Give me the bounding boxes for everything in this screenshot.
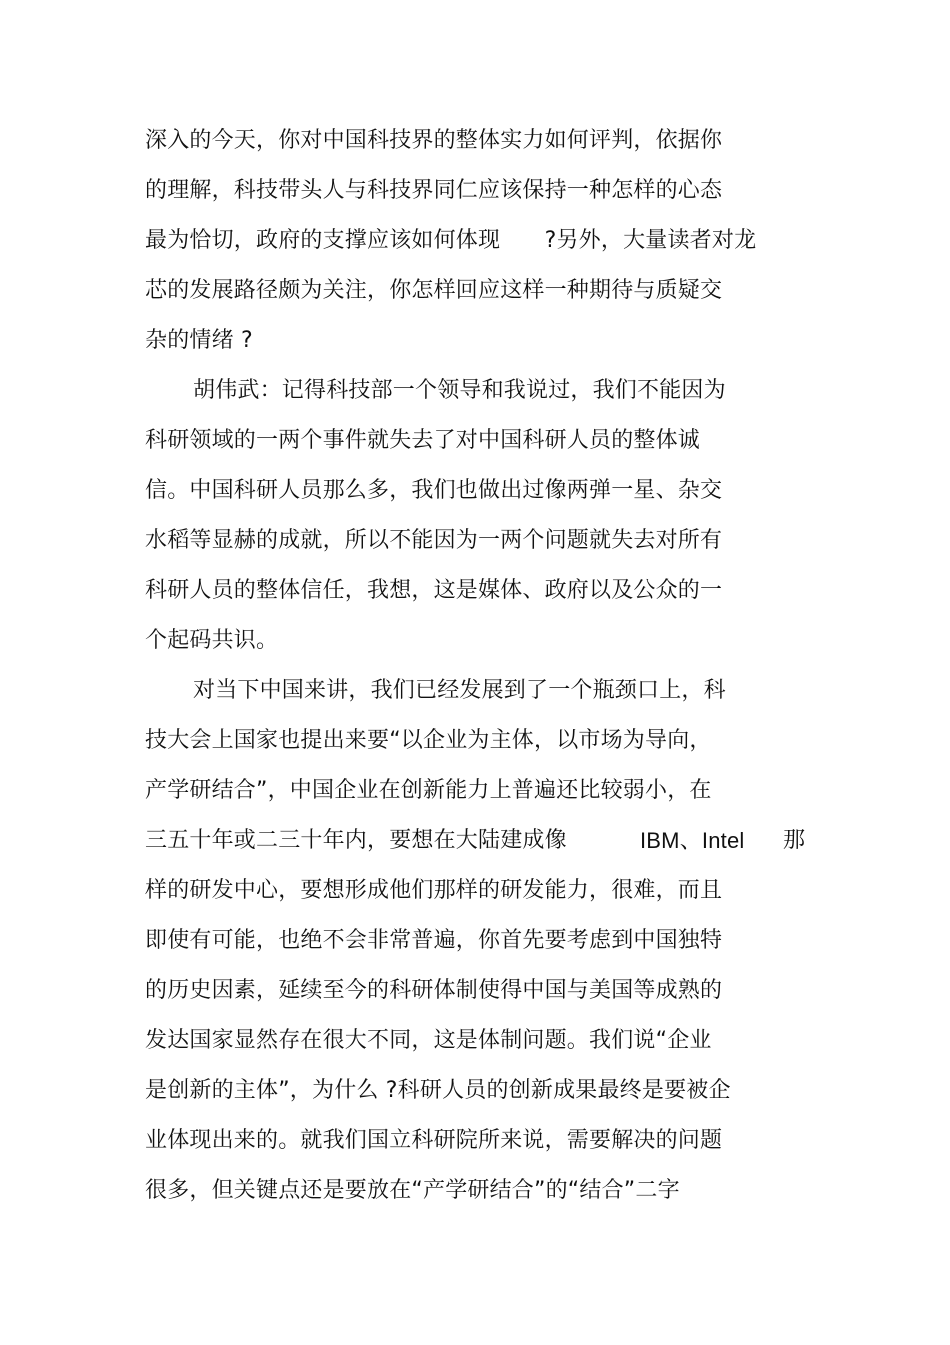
- text-line-20: 是创新的主体”，为什么 ?科研人员的创新成果最终是要被企: [145, 1078, 731, 1103]
- text-line-5: 杂的情绪 ?: [145, 328, 253, 353]
- company-names: IBM、Intel: [640, 828, 745, 853]
- text-line-10: 科研人员的整体信任，我想，这是媒体、政府以及公众的一: [145, 578, 723, 603]
- text-line-4: 芯的发展路径颇为关注，你怎样回应这样一种期待与质疑交: [145, 278, 723, 303]
- text-line-15-end: 那: [783, 828, 806, 853]
- text-line-22: 很多，但关键点还是要放在“产学研结合”的“结合”二字: [145, 1178, 680, 1203]
- text-line-18: 的历史因素，延续至今的科研体制使得中国与美国等成熟的: [145, 978, 723, 1003]
- text-line-14: 产学研结合”，中国企业在创新能力上普遍还比较弱小，在: [145, 778, 712, 803]
- text-line-19: 发达国家显然存在很大不同，这是体制问题。我们说“企业: [145, 1028, 712, 1053]
- text-line-11: 个起码共识。: [145, 628, 279, 653]
- text-line-13: 技大会上国家也提出来要“以企业为主体，以市场为导向，: [145, 728, 712, 753]
- text-line-3: 最为恰切，政府的支撑应该如何体现 ?另外，大量读者对龙: [145, 228, 757, 253]
- text-line-16: 样的研发中心，要想形成他们那样的研发能力，很难，而且: [145, 878, 723, 903]
- text-line-7: 科研领域的一两个事件就失去了对中国科研人员的整体诚: [145, 428, 701, 453]
- text-line-15: 三五十年或二三十年内，要想在大陆建成像: [145, 828, 567, 853]
- text-line-2: 的理解，科技带头人与科技界同仁应该保持一种怎样的心态: [145, 178, 723, 203]
- text-line-8: 信。中国科研人员那么多，我们也做出过像两弹一星、杂交: [145, 478, 723, 503]
- text-line-9: 水稻等显赫的成就，所以不能因为一两个问题就失去对所有: [145, 528, 723, 553]
- text-line-21: 业体现出来的。就我们国立科研院所来说，需要解决的问题: [145, 1128, 723, 1153]
- paragraph-start-2: 对当下中国来讲，我们已经发展到了一个瓶颈口上，科: [193, 678, 726, 703]
- text-line-1: 深入的今天，你对中国科技界的整体实力如何评判，依据你: [145, 128, 723, 153]
- paragraph-start-1: 胡伟武：记得科技部一个领导和我说过，我们不能因为: [193, 378, 726, 403]
- text-line-17: 即使有可能，也绝不会非常普遍，你首先要考虑到中国独特: [145, 928, 723, 953]
